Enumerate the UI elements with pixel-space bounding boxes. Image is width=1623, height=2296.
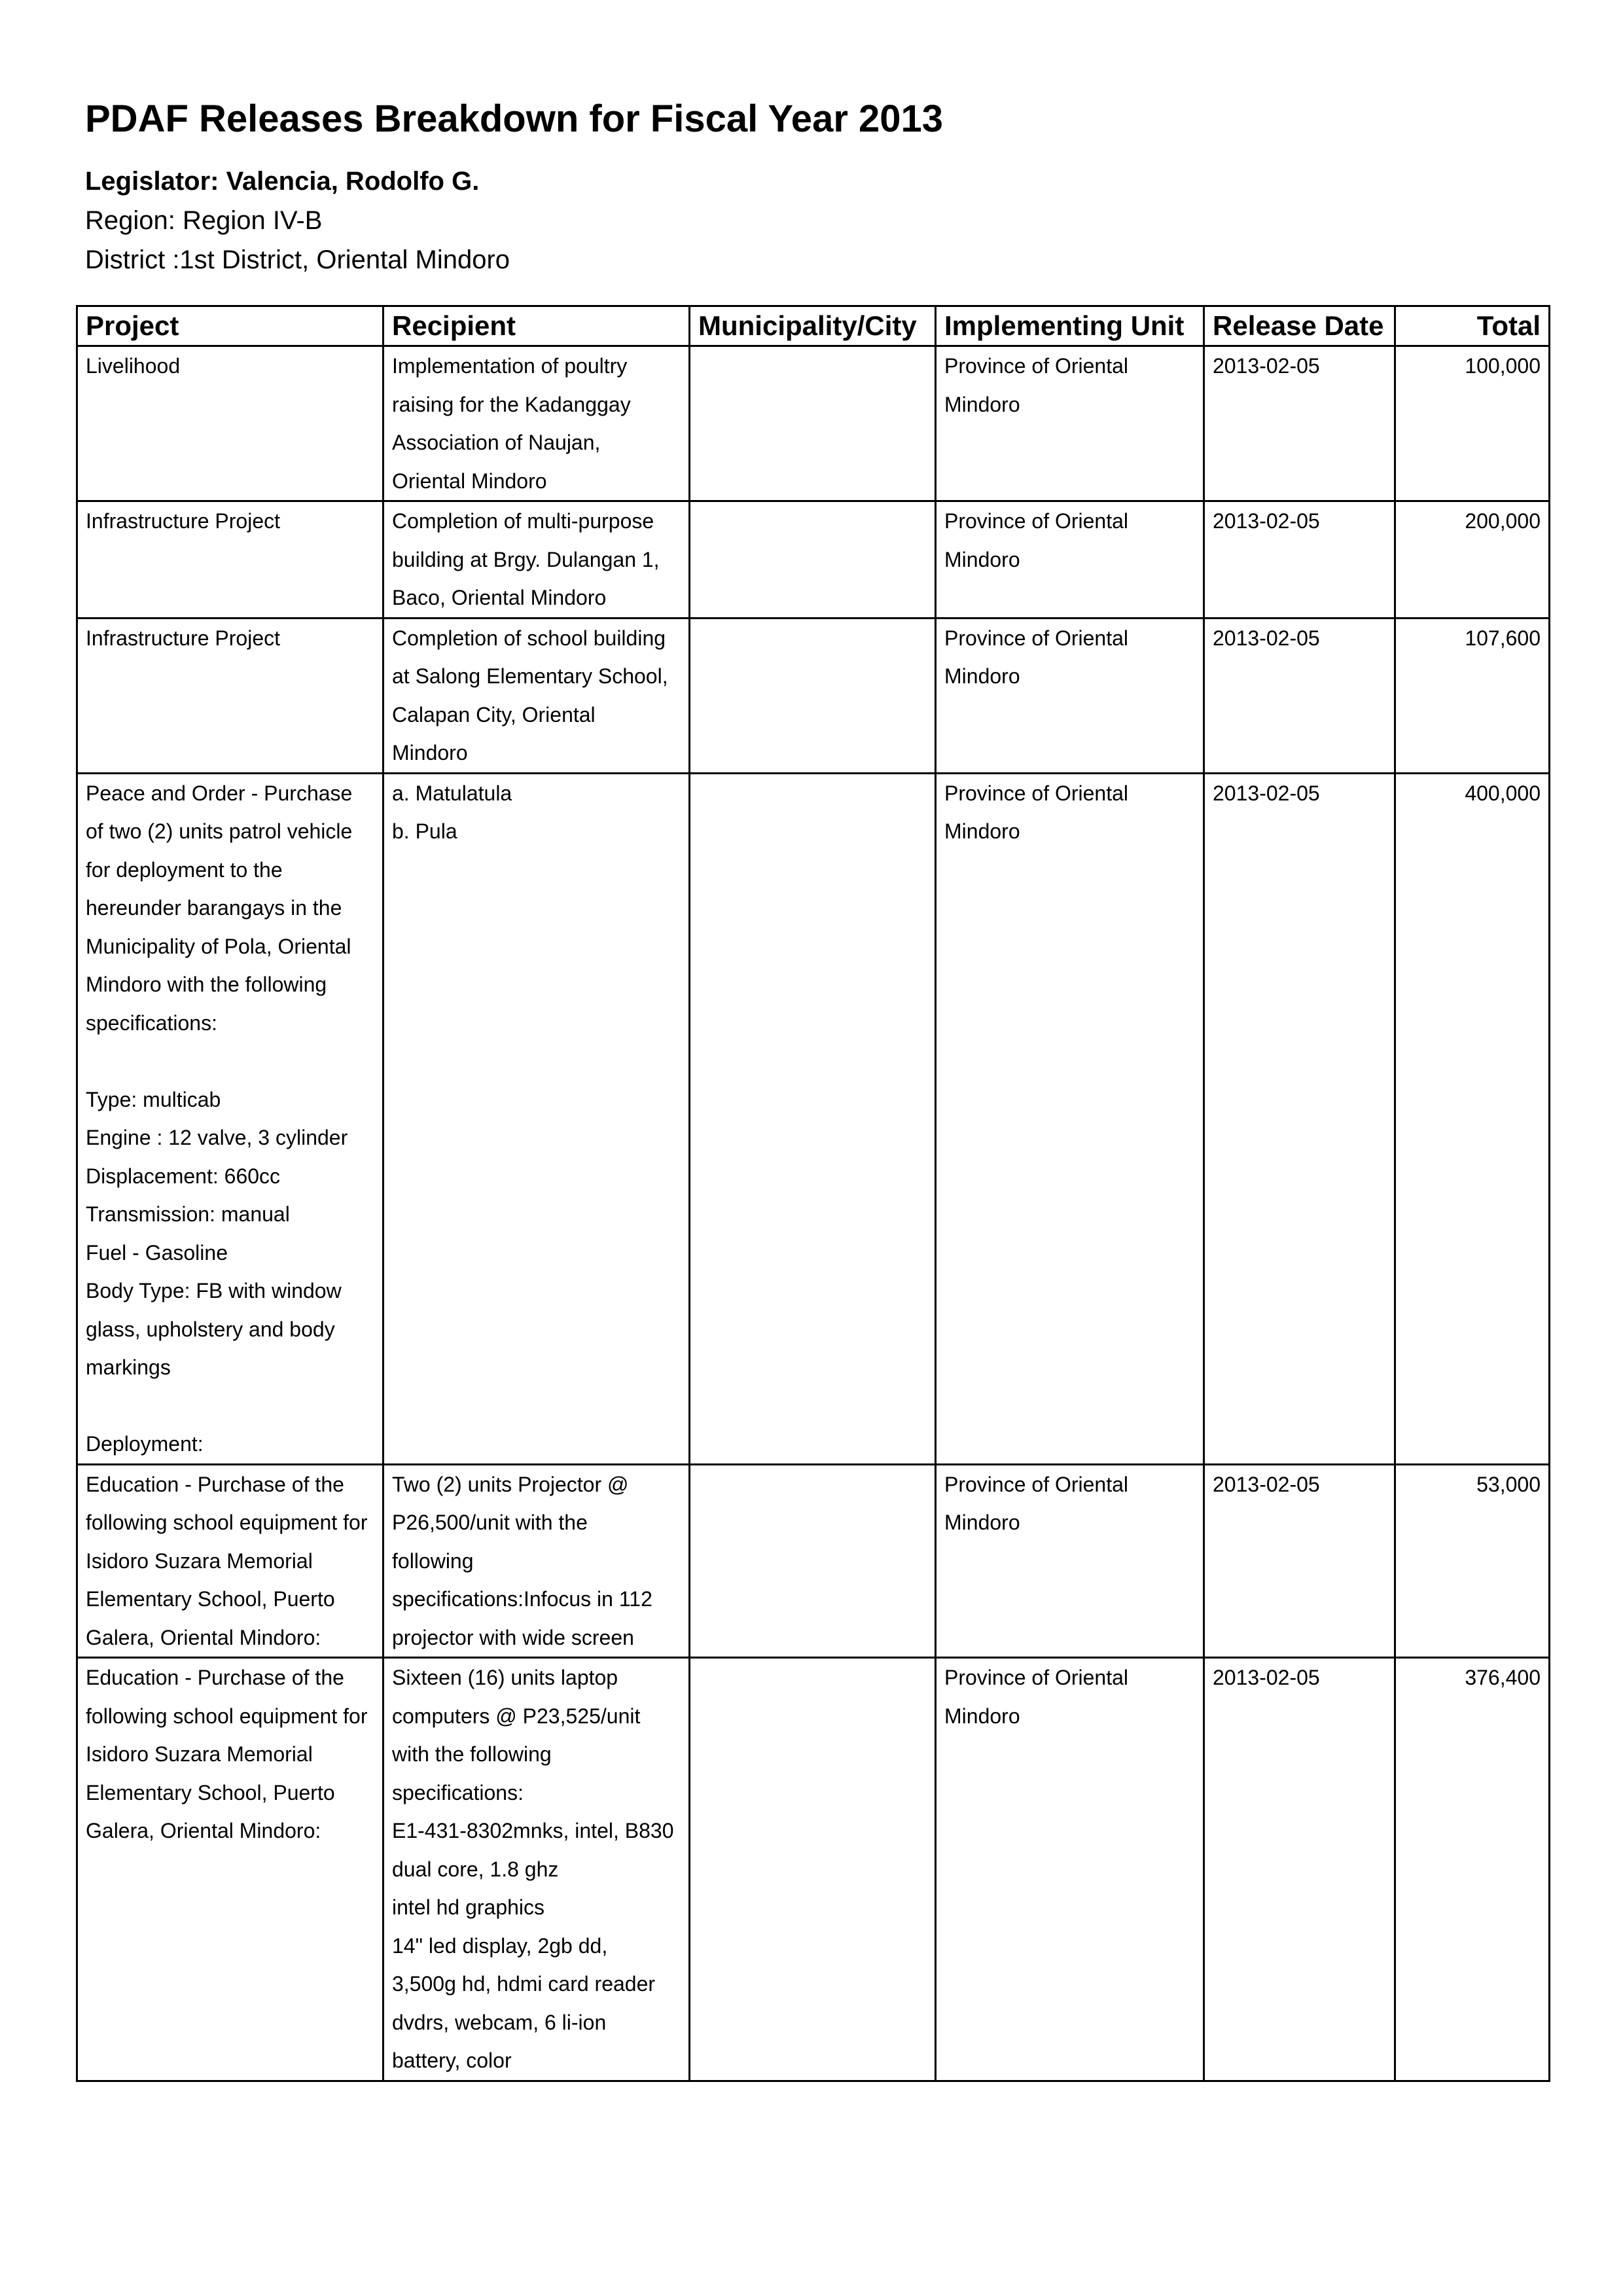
table-row xyxy=(77,773,1550,1464)
cell-release-date: 2013-02-05 xyxy=(1204,1464,1395,1658)
page-title: PDAF Releases Breakdown for Fiscal Year 2013 xyxy=(85,98,944,140)
cell-total: 400,000 xyxy=(1395,773,1550,1464)
cell-total: 200,000 xyxy=(1395,501,1550,619)
header-row xyxy=(77,306,1550,346)
cell-recipient: a. Matulatula b. Pula xyxy=(383,773,690,1464)
cell-total: 107,600 xyxy=(1395,618,1550,773)
district-line: District :1st District, Oriental Mindoro xyxy=(85,245,510,274)
cell-municipality xyxy=(690,346,936,501)
table-row xyxy=(77,618,1550,773)
column-header-municipality: Municipality/City xyxy=(690,306,936,346)
cell-recipient: Implementation of poultry raising for the Kadanggay Association of Naujan, Oriental Mindoro xyxy=(383,346,690,501)
cell-total: 100,000 xyxy=(1395,346,1550,501)
cell-project: Education - Purchase of the following school equipment for Isidoro Suzara Memorial Elementary School, Puerto Galera, Oriental Mindoro: xyxy=(77,1658,383,2081)
cell-implementing-unit: Province of Oriental Mindoro xyxy=(936,346,1204,501)
cell-release-date: 2013-02-05 xyxy=(1204,346,1395,501)
cell-project: Infrastructure Project xyxy=(77,501,383,619)
cell-municipality xyxy=(690,1464,936,1658)
cell-recipient: Two (2) units Projector @ P26,500/unit with the following specifications:Infocus in 112 projector with wide screen xyxy=(383,1464,690,1658)
column-header-total: Total xyxy=(1395,306,1550,346)
cell-implementing-unit: Province of Oriental Mindoro xyxy=(936,1658,1204,2081)
cell-project: Peace and Order - Purchase of two (2) units patrol vehicle for deployment to the hereunder barangays in the Municipality of Pola, Oriental Mindoro with the following specifications: Type: multicab Engine : 12 valve, 3 cylinder Displacement: 660cc Transmission: manual Fuel - Gasoline Body Type: FB with window glass, upholstery and body markings Deployment: xyxy=(77,773,383,1464)
cell-implementing-unit: Province of Oriental Mindoro xyxy=(936,618,1204,773)
cell-municipality xyxy=(690,501,936,619)
cell-project: Infrastructure Project xyxy=(77,618,383,773)
legislator-line: Legislator: Valencia, Rodolfo G. xyxy=(85,167,480,196)
cell-recipient: Completion of school building at Salong Elementary School, Calapan City, Oriental Mindoro xyxy=(383,618,690,773)
column-header-project: Project xyxy=(77,306,383,346)
cell-release-date: 2013-02-05 xyxy=(1204,501,1395,619)
cell-implementing-unit: Province of Oriental Mindoro xyxy=(936,773,1204,1464)
cell-recipient: Completion of multi-purpose building at Brgy. Dulangan 1, Baco, Oriental Mindoro xyxy=(383,501,690,619)
cell-release-date: 2013-02-05 xyxy=(1204,773,1395,1464)
region-line: Region: Region IV-B xyxy=(85,206,323,235)
cell-total: 53,000 xyxy=(1395,1464,1550,1658)
cell-total: 376,400 xyxy=(1395,1658,1550,2081)
table-row xyxy=(77,1658,1550,2081)
cell-project: Education - Purchase of the following school equipment for Isidoro Suzara Memorial Elementary School, Puerto Galera, Oriental Mindoro: xyxy=(77,1464,383,1658)
column-header-recipient: Recipient xyxy=(383,306,690,346)
cell-project: Livelihood xyxy=(77,346,383,501)
cell-implementing-unit: Province of Oriental Mindoro xyxy=(936,501,1204,619)
cell-release-date: 2013-02-05 xyxy=(1204,618,1395,773)
table-row xyxy=(77,501,1550,619)
cell-municipality xyxy=(690,773,936,1464)
cell-municipality xyxy=(690,1658,936,2081)
cell-municipality xyxy=(690,618,936,773)
cell-release-date: 2013-02-05 xyxy=(1204,1658,1395,2081)
column-header-implementing-unit: Implementing Unit xyxy=(936,306,1204,346)
table-row xyxy=(77,1464,1550,1658)
column-header-release-date: Release Date xyxy=(1204,306,1395,346)
table-row xyxy=(77,346,1550,501)
cell-implementing-unit: Province of Oriental Mindoro xyxy=(936,1464,1204,1658)
cell-recipient: Sixteen (16) units laptop computers @ P23,525/unit with the following specifications: E1-431-8302mnks, intel, B830 dual core, 1.8 ghz intel hd graphics 14" led display, 2gb dd, 3,500g hd, hdmi card reader dvdrs, webcam, 6 li-ion battery, color xyxy=(383,1658,690,2081)
releases-table xyxy=(76,305,1550,2082)
